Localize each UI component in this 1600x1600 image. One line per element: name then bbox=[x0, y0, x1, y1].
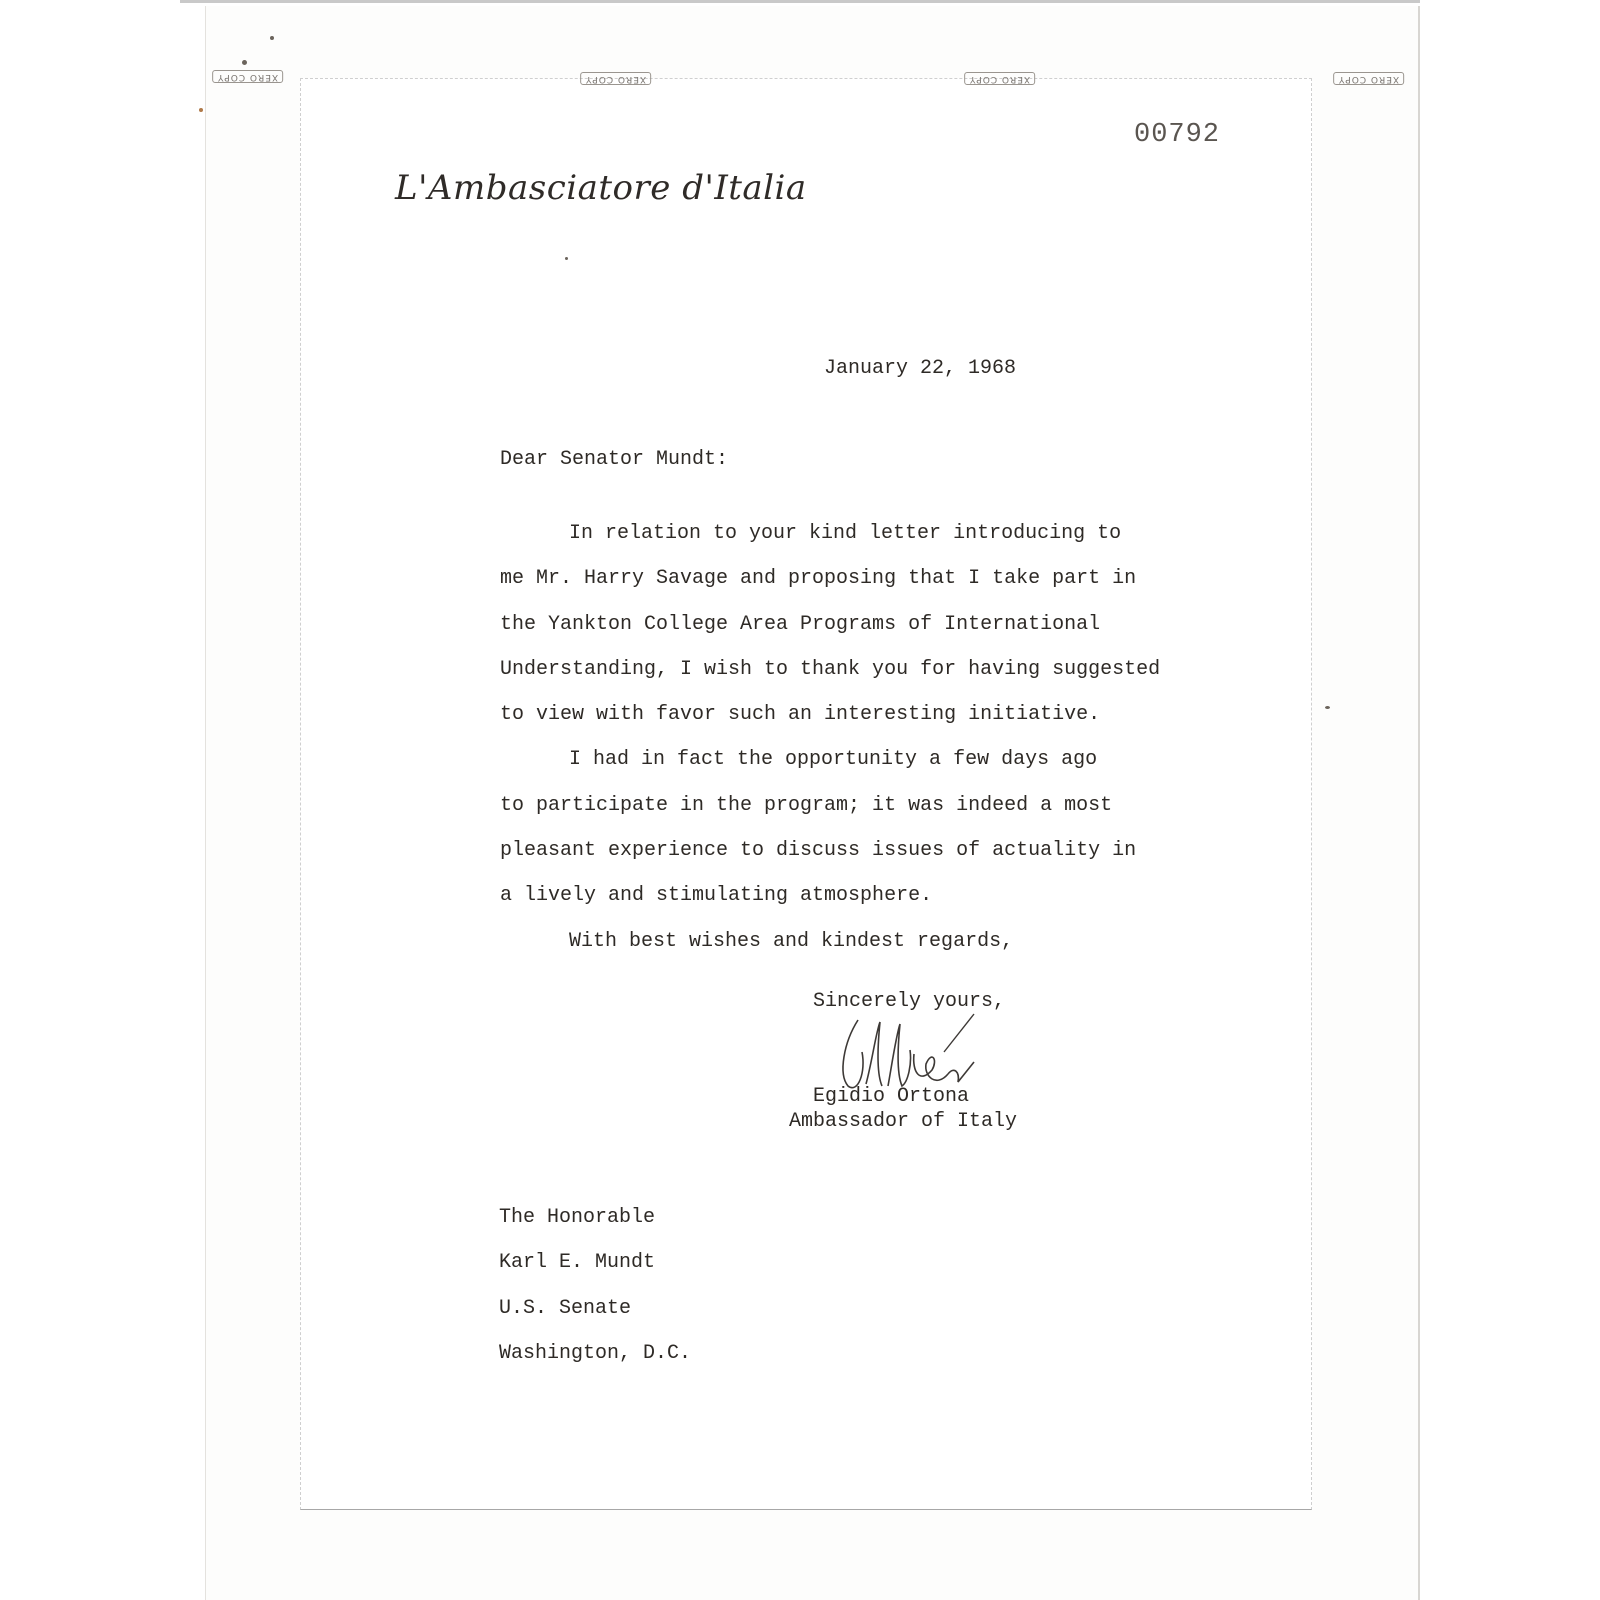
body-line: With best wishes and kindest regards, bbox=[569, 929, 1014, 953]
scan-speck bbox=[1325, 706, 1330, 709]
signer-title: Ambassador of Italy bbox=[789, 1110, 1018, 1133]
scan-speck bbox=[199, 108, 203, 112]
body-line: the Yankton College Area Programs of International bbox=[500, 612, 1101, 636]
recipient-address bbox=[499, 1195, 691, 1376]
scan-speck bbox=[270, 36, 274, 40]
address-line: Karl E. Mundt bbox=[499, 1251, 656, 1275]
body-line: I had in fact the opportunity a few days ago bbox=[569, 748, 1098, 772]
xero-stamp: XERO COPY bbox=[1333, 72, 1404, 85]
body-line: Understanding, I wish to thank you for having suggested bbox=[500, 657, 1161, 681]
body-line: to view with favor such an interesting initiative. bbox=[500, 703, 1101, 727]
body-line: me Mr. Harry Savage and proposing that I take part in bbox=[500, 567, 1137, 591]
scan-speck bbox=[565, 257, 568, 260]
scan-edge-line bbox=[180, 0, 1420, 3]
body-line: a lively and stimulating atmosphere. bbox=[500, 884, 933, 908]
xero-stamp: XERO COPY bbox=[580, 72, 651, 85]
body-line: to participate in the program; it was indeed a most bbox=[500, 793, 1113, 817]
xero-stamp: XERO COPY bbox=[212, 70, 283, 83]
signer-name: Egidio Ortona bbox=[813, 1085, 970, 1108]
letter-date: January 22, 1968 bbox=[824, 357, 1017, 380]
xero-stamp: XERO COPY bbox=[964, 72, 1035, 85]
address-line: U.S. Senate bbox=[499, 1296, 632, 1320]
address-line: The Honorable bbox=[499, 1206, 656, 1229]
letterhead: L'Ambasciatore d'Italia bbox=[395, 168, 807, 208]
salutation: Dear Senator Mundt: bbox=[500, 448, 729, 471]
letter-body bbox=[500, 511, 1180, 964]
address-line: Washington, D.C. bbox=[499, 1341, 692, 1365]
scan-speck bbox=[242, 60, 247, 65]
closing: Sincerely yours, bbox=[813, 990, 1006, 1013]
body-line: In relation to your kind letter introducing to bbox=[569, 522, 1122, 545]
body-line: pleasant experience to discuss issues of actuality in bbox=[500, 839, 1137, 863]
document-number: 00792 bbox=[1134, 120, 1221, 150]
